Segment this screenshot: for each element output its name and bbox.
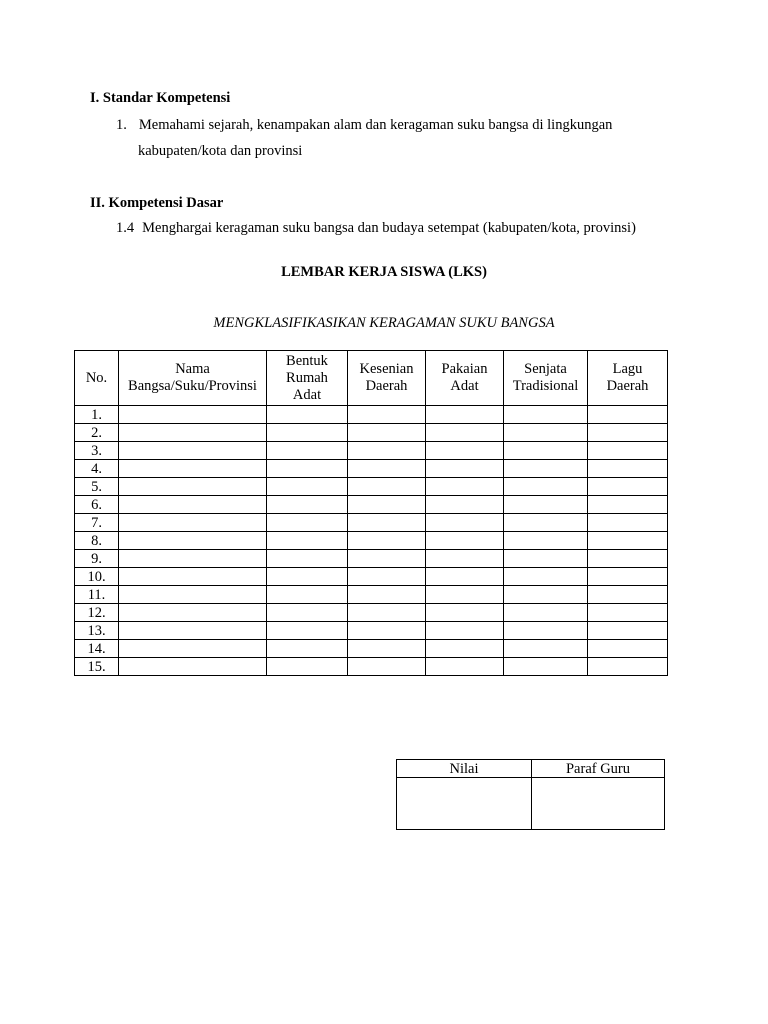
cell-pakaian-adat[interactable] [426, 460, 504, 478]
cell-bentuk-rumah-adat[interactable] [267, 514, 348, 532]
header-senjata-tradisional [504, 351, 588, 406]
table-row [75, 658, 668, 676]
cell-bentuk-rumah-adat[interactable] [267, 496, 348, 514]
cell-nama[interactable] [119, 604, 267, 622]
section1-item [116, 117, 612, 134]
header-bentuk-rumah-adat [267, 351, 348, 406]
cell-nama[interactable] [119, 658, 267, 676]
paraf-guru-cell[interactable] [532, 778, 665, 830]
cell-senjata-tradisional[interactable] [504, 622, 588, 640]
worksheet-subtitle: MENGKLASIFIKASIKAN KERAGAMAN SUKU BANGSA [213, 315, 555, 331]
cell-bentuk-rumah-adat[interactable] [267, 604, 348, 622]
cell-kesenian-daerah[interactable] [348, 496, 426, 514]
cell-senjata-tradisional[interactable] [504, 604, 588, 622]
cell-kesenian-daerah[interactable] [348, 550, 426, 568]
cell-kesenian-daerah[interactable] [348, 622, 426, 640]
cell-pakaian-adat[interactable] [426, 640, 504, 658]
row-number: 10. [75, 568, 119, 586]
cell-senjata-tradisional[interactable] [504, 442, 588, 460]
cell-bentuk-rumah-adat[interactable] [267, 658, 348, 676]
header-line: Tradisional [512, 378, 579, 394]
cell-nama[interactable] [119, 424, 267, 442]
cell-pakaian-adat[interactable] [426, 586, 504, 604]
header-line: Bentuk [286, 352, 328, 369]
cell-lagu-daerah[interactable] [588, 658, 668, 676]
cell-kesenian-daerah[interactable] [348, 604, 426, 622]
row-number: 11. [75, 586, 119, 604]
cell-lagu-daerah[interactable] [588, 622, 668, 640]
cell-pakaian-adat[interactable] [426, 496, 504, 514]
cell-bentuk-rumah-adat[interactable] [267, 640, 348, 658]
cell-senjata-tradisional[interactable] [504, 460, 588, 478]
cell-lagu-daerah[interactable] [588, 586, 668, 604]
worksheet-title: LEMBAR KERJA SISWA (LKS) [281, 264, 487, 280]
cell-bentuk-rumah-adat[interactable] [267, 478, 348, 496]
paraf-guru-label: Paraf Guru [532, 760, 665, 778]
table-row [75, 496, 668, 514]
cell-nama[interactable] [119, 460, 267, 478]
cell-lagu-daerah[interactable] [588, 442, 668, 460]
table-row [75, 424, 668, 442]
cell-kesenian-daerah[interactable] [348, 460, 426, 478]
cell-senjata-tradisional[interactable] [504, 496, 588, 514]
header-line: Pakaian [441, 361, 488, 377]
cell-kesenian-daerah[interactable] [348, 568, 426, 586]
table-row [75, 532, 668, 550]
cell-pakaian-adat[interactable] [426, 406, 504, 424]
cell-nama[interactable] [119, 550, 267, 568]
cell-kesenian-daerah[interactable] [348, 424, 426, 442]
cell-senjata-tradisional[interactable] [504, 406, 588, 424]
header-line: No. [85, 369, 108, 386]
header-line: Adat [450, 378, 479, 394]
header-line: Daerah [606, 378, 649, 394]
cell-senjata-tradisional[interactable] [504, 424, 588, 442]
cell-lagu-daerah[interactable] [588, 460, 668, 478]
table-row [75, 460, 668, 478]
row-number: 8. [75, 532, 119, 550]
classification-table [74, 350, 668, 676]
header-line: Bangsa/Suku/Provinsi [128, 378, 257, 394]
cell-senjata-tradisional[interactable] [504, 568, 588, 586]
header-line: Daerah [365, 378, 408, 394]
cell-kesenian-daerah[interactable] [348, 442, 426, 460]
table-row [75, 622, 668, 640]
row-number: 5. [75, 478, 119, 496]
section2-item [116, 220, 636, 237]
cell-senjata-tradisional[interactable] [504, 550, 588, 568]
header-line: Rumah [286, 369, 328, 386]
cell-lagu-daerah[interactable] [588, 478, 668, 496]
cell-kesenian-daerah[interactable] [348, 586, 426, 604]
cell-bentuk-rumah-adat[interactable] [267, 622, 348, 640]
cell-bentuk-rumah-adat[interactable] [267, 586, 348, 604]
table-row [75, 586, 668, 604]
cell-lagu-daerah[interactable] [588, 424, 668, 442]
header-line: Nama [175, 361, 210, 377]
nilai-cell[interactable] [397, 778, 532, 830]
table-row [75, 406, 668, 424]
row-number: 9. [75, 550, 119, 568]
header-pakaian-adat [426, 351, 504, 406]
section1-heading: I. Standar Kompetensi [90, 90, 231, 106]
cell-pakaian-adat[interactable] [426, 532, 504, 550]
row-number: 3. [75, 442, 119, 460]
cell-senjata-tradisional[interactable] [504, 478, 588, 496]
cell-lagu-daerah[interactable] [588, 532, 668, 550]
cell-kesenian-daerah[interactable] [348, 658, 426, 676]
cell-kesenian-daerah[interactable] [348, 514, 426, 532]
row-number: 7. [75, 514, 119, 532]
section2-item-number: 1.4 [116, 220, 135, 236]
cell-pakaian-adat[interactable] [426, 478, 504, 496]
header-line: Senjata [524, 361, 567, 377]
cell-nama[interactable] [119, 406, 267, 424]
header-nama [119, 351, 267, 406]
cell-lagu-daerah[interactable] [588, 604, 668, 622]
header-lagu-daerah [588, 351, 668, 406]
cell-pakaian-adat[interactable] [426, 550, 504, 568]
table-row [75, 478, 668, 496]
cell-pakaian-adat[interactable] [426, 424, 504, 442]
cell-pakaian-adat[interactable] [426, 658, 504, 676]
table-header-row [75, 351, 668, 406]
cell-nama[interactable] [119, 496, 267, 514]
section1-item-continuation: kabupaten/kota dan provinsi [138, 143, 303, 159]
header-kesenian-daerah [348, 351, 426, 406]
cell-senjata-tradisional[interactable] [504, 514, 588, 532]
cell-bentuk-rumah-adat[interactable] [267, 532, 348, 550]
cell-kesenian-daerah[interactable] [348, 478, 426, 496]
cell-nama[interactable] [119, 586, 267, 604]
table-row [75, 604, 668, 622]
row-number: 14. [75, 640, 119, 658]
cell-nama[interactable] [119, 568, 267, 586]
row-number: 13. [75, 622, 119, 640]
grade-box [396, 759, 665, 830]
cell-senjata-tradisional[interactable] [504, 658, 588, 676]
cell-nama[interactable] [119, 442, 267, 460]
cell-nama[interactable] [119, 478, 267, 496]
cell-kesenian-daerah[interactable] [348, 640, 426, 658]
cell-nama[interactable] [119, 532, 267, 550]
header-line: Kesenian [359, 361, 414, 377]
nilai-label: Nilai [397, 760, 532, 778]
cell-lagu-daerah[interactable] [588, 550, 668, 568]
section1-item-number: 1. [116, 117, 127, 133]
table-row [75, 640, 668, 658]
cell-kesenian-daerah[interactable] [348, 532, 426, 550]
cell-bentuk-rumah-adat[interactable] [267, 550, 348, 568]
table-row [75, 442, 668, 460]
cell-bentuk-rumah-adat[interactable] [267, 460, 348, 478]
header-line: Adat [292, 386, 322, 403]
cell-pakaian-adat[interactable] [426, 568, 504, 586]
cell-pakaian-adat[interactable] [426, 514, 504, 532]
row-number: 6. [75, 496, 119, 514]
row-number: 12. [75, 604, 119, 622]
cell-senjata-tradisional[interactable] [504, 532, 588, 550]
table-row [75, 550, 668, 568]
header-no [75, 351, 119, 406]
cell-kesenian-daerah[interactable] [348, 406, 426, 424]
cell-lagu-daerah[interactable] [588, 640, 668, 658]
cell-nama[interactable] [119, 622, 267, 640]
cell-pakaian-adat[interactable] [426, 442, 504, 460]
cell-lagu-daerah[interactable] [588, 496, 668, 514]
cell-pakaian-adat[interactable] [426, 604, 504, 622]
row-number: 4. [75, 460, 119, 478]
section2-item-text: Menghargai keragaman suku bangsa dan budaya setempat (kabupaten/kota, provinsi) [142, 220, 636, 236]
row-number: 15. [75, 658, 119, 676]
cell-bentuk-rumah-adat[interactable] [267, 424, 348, 442]
cell-nama[interactable] [119, 640, 267, 658]
table-row [75, 514, 668, 532]
cell-lagu-daerah[interactable] [588, 568, 668, 586]
section2-heading: II. Kompetensi Dasar [90, 195, 224, 211]
row-number: 2. [75, 424, 119, 442]
cell-pakaian-adat[interactable] [426, 622, 504, 640]
table-row [75, 568, 668, 586]
cell-bentuk-rumah-adat[interactable] [267, 406, 348, 424]
cell-senjata-tradisional[interactable] [504, 586, 588, 604]
cell-nama[interactable] [119, 514, 267, 532]
cell-lagu-daerah[interactable] [588, 514, 668, 532]
row-number: 1. [75, 406, 119, 424]
header-line: Lagu [612, 361, 643, 377]
cell-lagu-daerah[interactable] [588, 406, 668, 424]
cell-senjata-tradisional[interactable] [504, 640, 588, 658]
cell-bentuk-rumah-adat[interactable] [267, 568, 348, 586]
cell-bentuk-rumah-adat[interactable] [267, 442, 348, 460]
section1-item-text: Memahami sejarah, kenampakan alam dan keragaman suku bangsa di lingkungan [138, 117, 613, 133]
